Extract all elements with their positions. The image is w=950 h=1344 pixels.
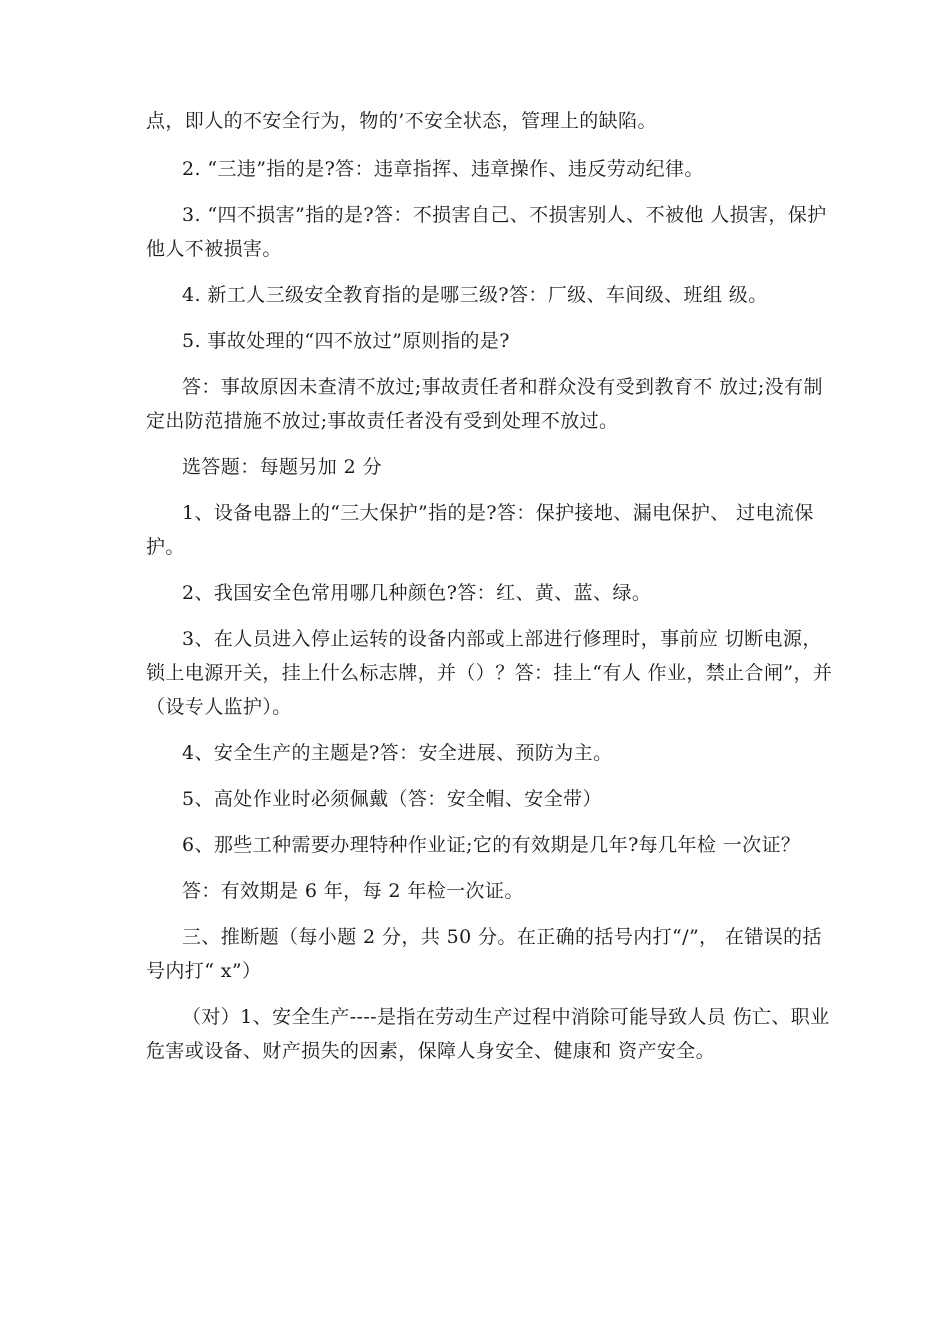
paragraph-opt3-repair-sign: 3、在人员进入停止运转的设备内部或上部进行修理时，事前应 切断电源，锁上电源开关，挂上什么标志牌，并（）？答：挂上“有人 作业，禁止合闸”，并（设专人监护）。	[146, 628, 833, 718]
paragraph-q2-three-violations: 2. “三违”指的是?答：违章指挥、违章操作、违反劳动纪律。	[182, 158, 704, 180]
section-heading-judgment-questions: 三、推断题（每小题 2 分，共 50 分。在正确的括号内打“/”， 在错误的括号内打“ x”）	[146, 926, 822, 982]
paragraph-q4-three-level-education: 4. 新工人三级安全教育指的是哪三级?答：厂级、车间级、班组 级。	[182, 284, 768, 306]
paragraph-opt4-safety-theme: 4、安全生产的主题是?答：安全进展、预防为主。	[182, 742, 613, 764]
paragraph-q5-answer: 答：事故原因未查清不放过;事故责任者和群众没有受到教育不 放过;没有制定出防范措施不放过;事故责任者没有受到处理不放过。	[146, 376, 823, 432]
paragraph-opt5-high-work: 5、高处作业时必须佩戴（答：安全帽、安全带）	[182, 788, 602, 810]
paragraph-q5-four-no-let-go: 5. 事故处理的“四不放过”原则指的是?	[182, 330, 510, 352]
paragraph-opt2-safety-colors: 2、我国安全色常用哪几种颜色?答：红、黄、蓝、绿。	[182, 582, 652, 604]
paragraph-continuation: 点，即人的不安全行为，物的’不安全状态，管理上的缺陷。	[146, 110, 657, 132]
section-heading-optional-questions: 选答题：每题另加 2 分	[182, 456, 382, 478]
paragraph-opt6-special-permit: 6、那些工种需要办理特种作业证;它的有效期是几年?每几年检 一次证？	[182, 834, 801, 856]
paragraph-q3-four-no-harm: 3. “四不损害”指的是?答：不损害自己、不损害别人、不被他 人损害，保护他人不被损害。	[146, 204, 827, 260]
paragraph-judgment-1-safe-production: （对）1、安全生产----是指在劳动生产过程中消除可能导致人员 伤亡、职业危害或设备、财产损失的因素，保障人身安全、健康和 资产安全。	[146, 1006, 830, 1062]
document-page	[146, 104, 836, 1080]
paragraph-opt6-answer: 答：有效期是 6 年，每 2 年检一次证。	[182, 880, 524, 902]
paragraph-opt1-three-protections: 1、设备电器上的“三大保护”指的是?答：保护接地、漏电保护、 过电流保护。	[146, 502, 814, 558]
